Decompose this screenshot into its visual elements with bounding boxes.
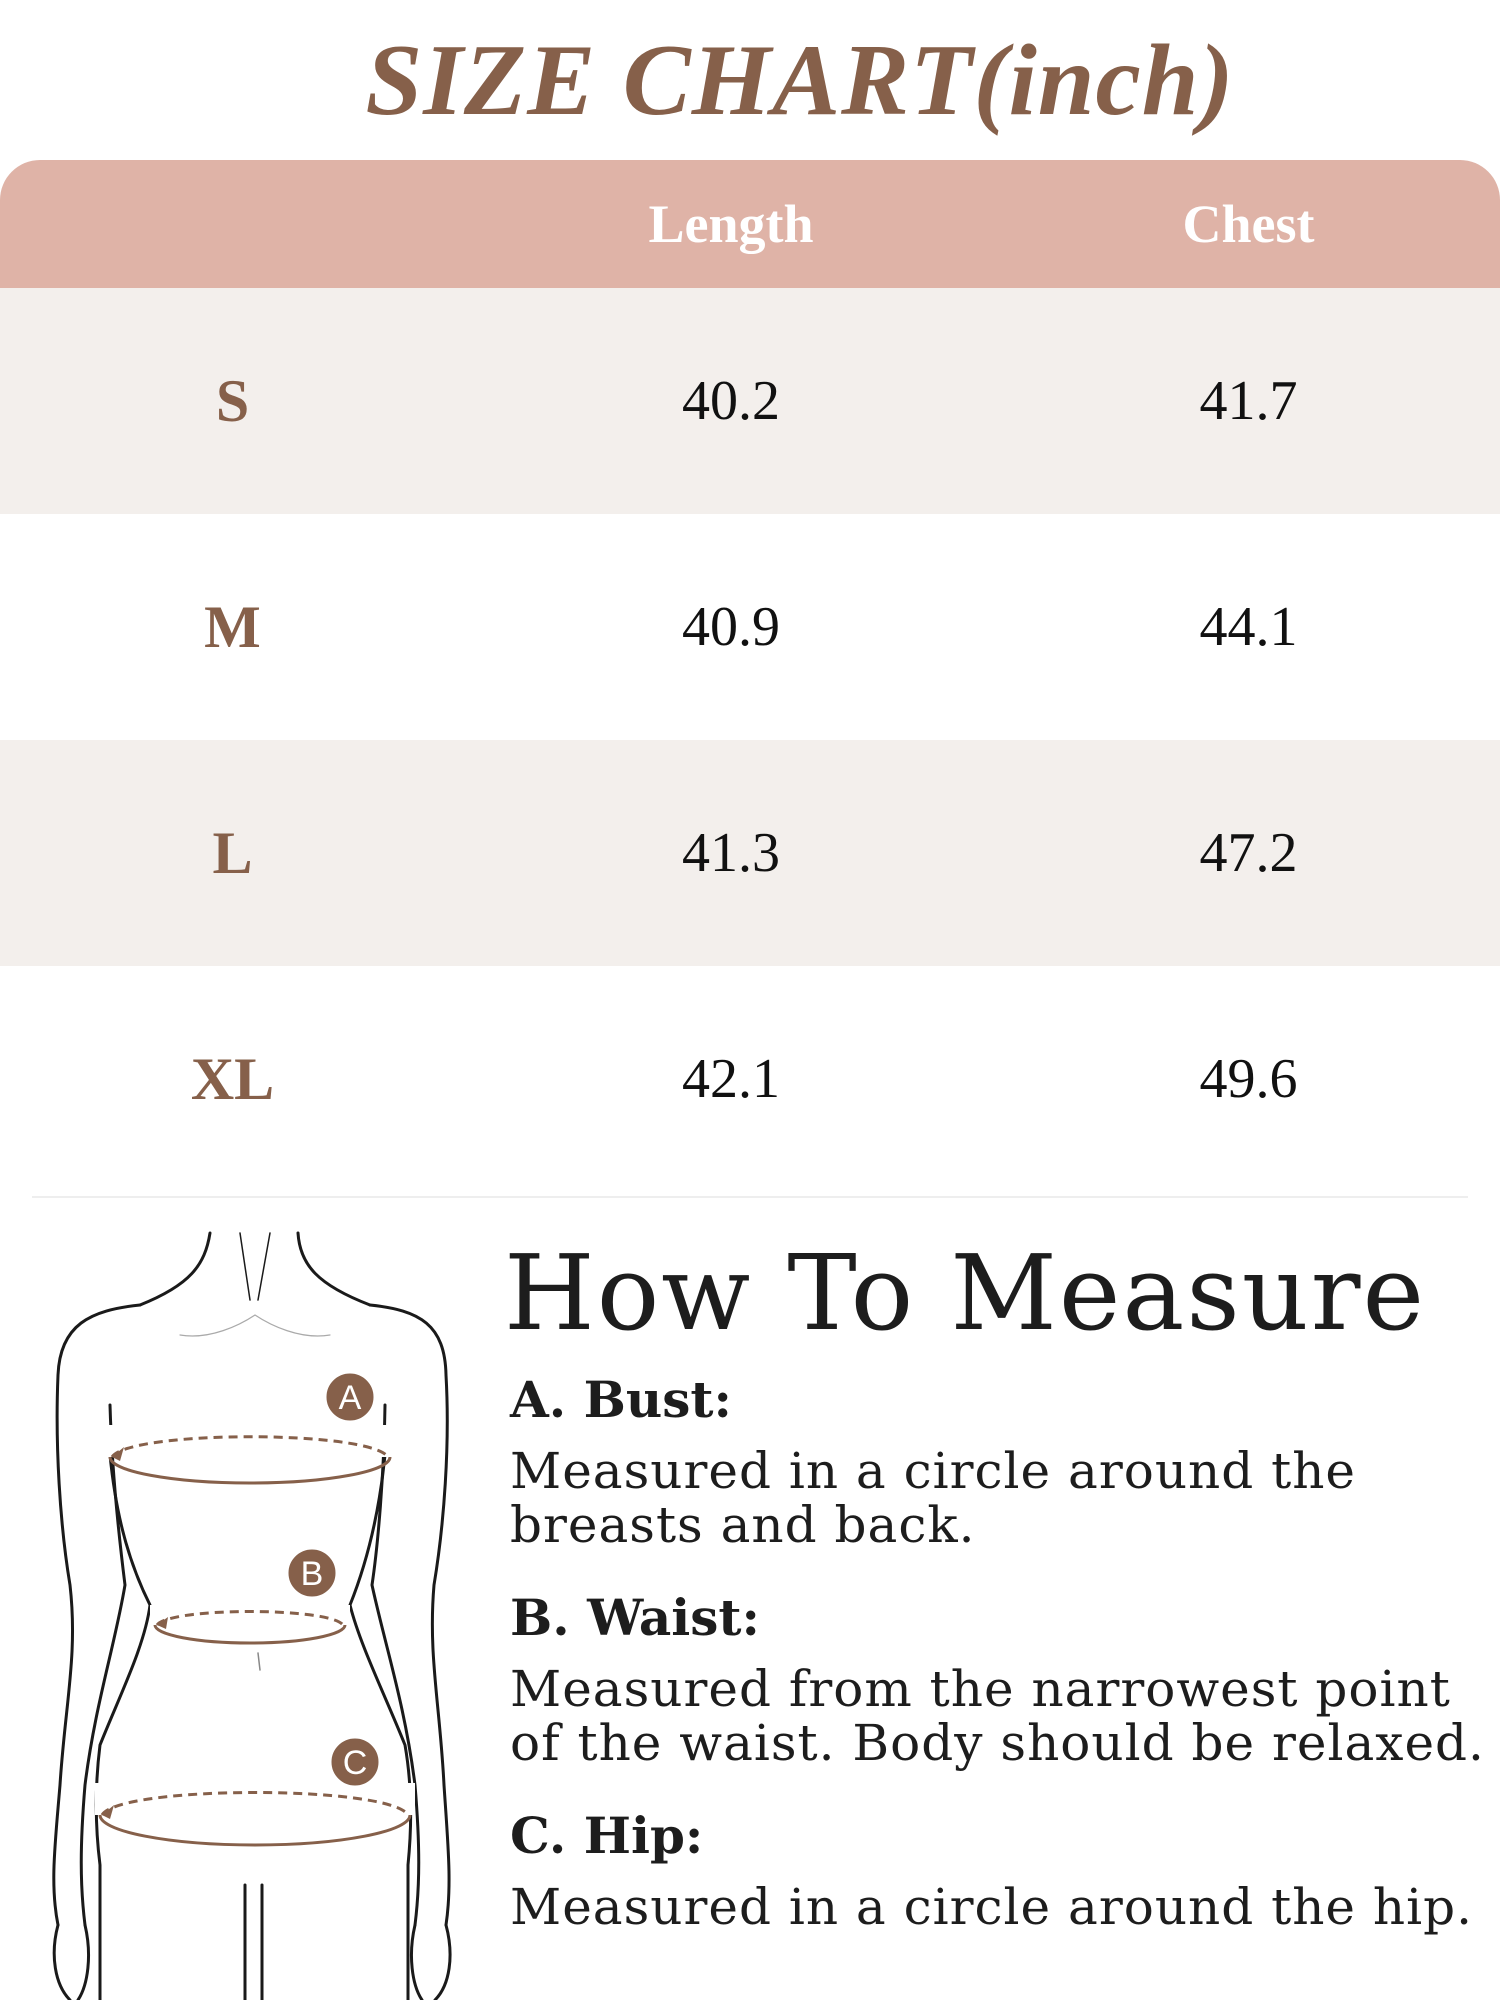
badge-a — [325, 1372, 375, 1422]
right-hand — [435, 1925, 450, 2000]
left-torso-line — [96, 1455, 150, 2000]
table-row — [0, 740, 1500, 966]
size-label: S — [215, 367, 250, 434]
neck-crease — [240, 1233, 250, 1300]
header-length: Length — [648, 194, 814, 254]
size-label: L — [212, 819, 253, 886]
badge-c-label: C — [342, 1744, 368, 1782]
size-label: M — [204, 593, 261, 660]
waist-description: Measured from the narrowest point of the waist. Body should be relaxed. — [510, 1660, 1485, 1772]
bust-description: Measured in a circle around the breasts and back. — [510, 1442, 1357, 1554]
right-arm-inner — [372, 1405, 419, 1925]
badge-b-label: B — [300, 1555, 324, 1593]
navel — [258, 1653, 260, 1670]
header-size — [0, 160, 465, 288]
bust-dash-mask — [100, 1425, 400, 1457]
length-value: 40.9 — [682, 596, 780, 658]
body-figure-illustration — [0, 1225, 500, 2000]
collarbone-line — [180, 1315, 330, 1336]
table-row — [0, 288, 1500, 514]
neck-right-line — [298, 1233, 370, 1305]
header-chest: Chest — [1182, 194, 1315, 254]
size-label: XL — [190, 1045, 275, 1112]
chest-value: 41.7 — [1199, 370, 1298, 432]
length-value: 42.1 — [682, 1048, 780, 1110]
left-hand — [78, 1925, 89, 2000]
size-table — [0, 160, 1500, 1192]
bust-heading: A. Bust: — [510, 1370, 732, 1429]
table-header — [0, 160, 1500, 288]
hip-description: Measured in a circle around the hip. — [510, 1878, 1474, 1936]
waist-heading: B. Waist: — [510, 1588, 760, 1647]
length-value: 41.3 — [682, 822, 780, 884]
hip-dash-mask — [95, 1783, 415, 1815]
badge-c — [330, 1737, 380, 1787]
chest-value: 49.6 — [1199, 1048, 1298, 1110]
table-row — [0, 966, 1500, 1192]
chest-value: 44.1 — [1199, 596, 1298, 658]
chest-value: 47.2 — [1199, 822, 1298, 884]
right-torso-line — [350, 1455, 411, 2000]
neck-left-line — [140, 1233, 210, 1305]
hip-heading: C. Hip: — [510, 1806, 704, 1865]
badge-b — [287, 1548, 337, 1598]
table-row — [0, 514, 1500, 740]
length-value: 40.2 — [682, 370, 780, 432]
right-hand — [411, 1925, 422, 2000]
left-arm-inner — [81, 1405, 125, 1925]
neck-crease — [258, 1233, 270, 1300]
section-divider — [32, 1196, 1468, 1198]
how-to-measure-title: How To Measure — [504, 1232, 1427, 1354]
left-hand — [54, 1925, 70, 2000]
page-title: SIZE CHART(inch) — [365, 24, 1235, 137]
how-to-measure-section — [500, 1228, 1500, 1970]
badge-a-label: A — [338, 1379, 362, 1417]
